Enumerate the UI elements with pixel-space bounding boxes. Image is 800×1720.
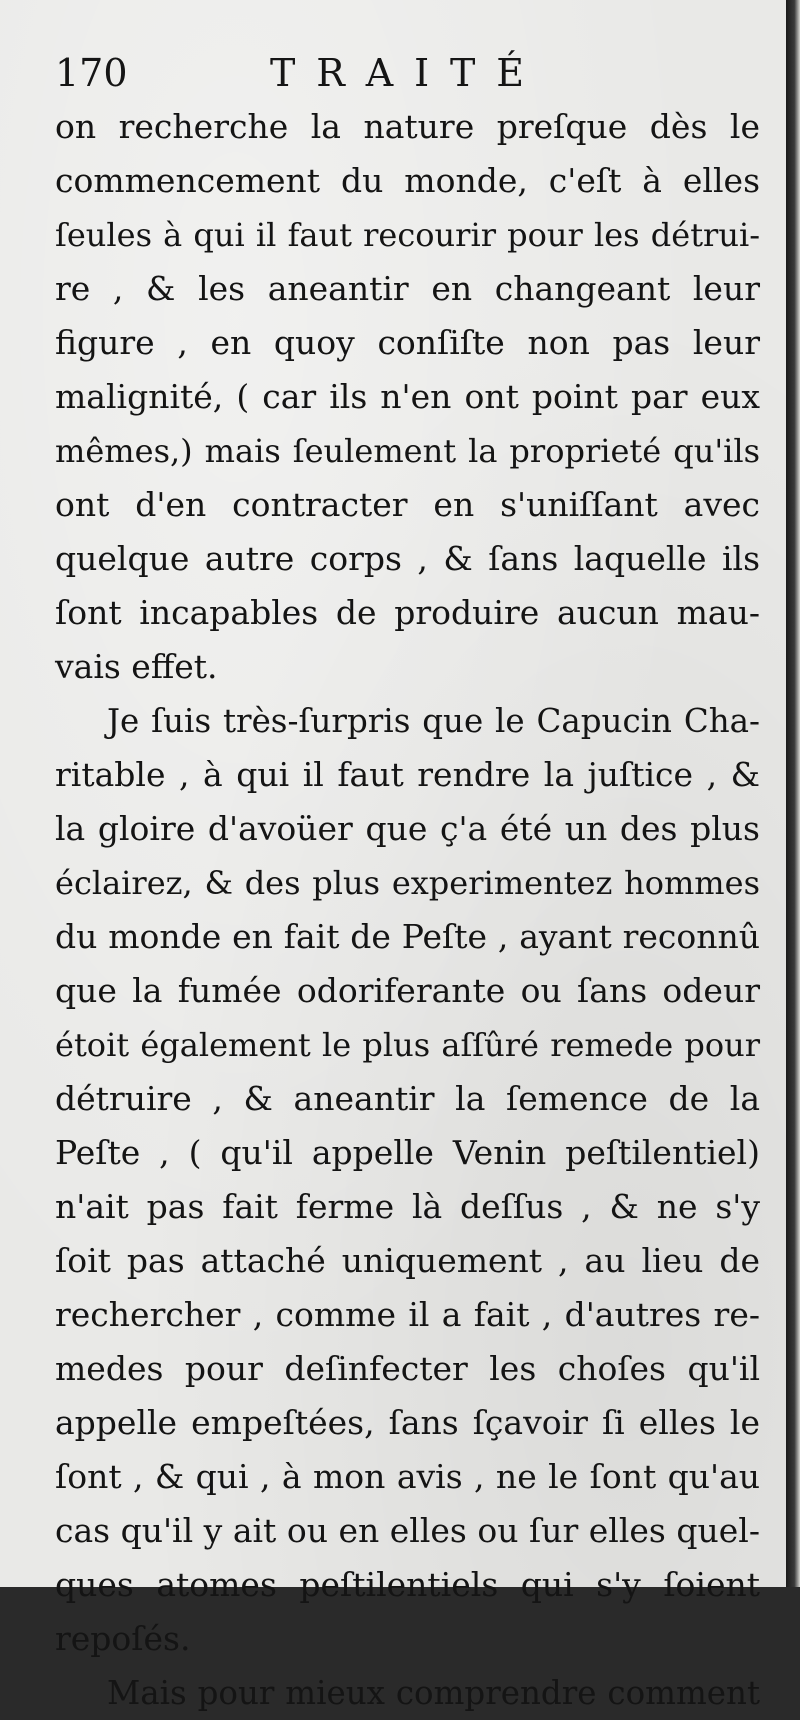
page-number: 170 xyxy=(55,51,128,95)
text-line: commencement du monde, c'eſt à elles xyxy=(55,161,760,200)
body-text xyxy=(55,100,760,1720)
text-line: n'ait pas fait ferme là deſſus , & ne s'y xyxy=(55,1187,760,1226)
paragraph-start-line: Mais pour mieux comprendre comment xyxy=(107,1674,760,1712)
text-line: on recherche la nature preſque dès le xyxy=(55,107,760,146)
text-line: figure , en quoy conſiſte non pas leur xyxy=(55,323,760,362)
text-line: détruire , & aneantir la ſemence de la xyxy=(55,1079,760,1118)
text-line: cas qu'il y ait ou en elles ou ſur elles quel- xyxy=(55,1511,760,1550)
text-line: ſont , & qui , à mon avis , ne le ſont qu'au xyxy=(55,1457,760,1496)
text-line: la gloire d'avoüer que ç'a été un des plus xyxy=(55,809,760,848)
text-line: éclairez, & des plus experimentez hommes xyxy=(55,864,760,902)
page-edge-shadow xyxy=(786,0,800,1587)
text-line: malignité, ( car ils n'en ont point par eux xyxy=(55,377,760,416)
text-line: ritable , à qui il faut rendre la juſtice , & xyxy=(55,755,760,794)
text-line: repoſés. xyxy=(55,1619,191,1658)
text-line: vais effet. xyxy=(55,647,218,686)
text-line: ont d'en contracter en s'uniſſant avec xyxy=(55,485,760,524)
text-line: Peſte , ( qu'il appelle Venin peſtilentiel) xyxy=(55,1133,760,1172)
page-header xyxy=(55,44,575,102)
text-line: quelque autre corps , & ſans laquelle ils xyxy=(55,539,760,578)
paragraph-start-line: Je ſuis très-ſurpris que le Capucin Cha- xyxy=(107,702,760,740)
text-line: ſont incapables de produire aucun mau- xyxy=(55,593,760,632)
text-line: mêmes,) mais ſeulement la proprieté qu'ils xyxy=(55,432,760,470)
text-line: du monde en fait de Peſte , ayant reconnû xyxy=(55,917,760,956)
text-line: ques atomes peſtilentiels qui s'y ſoient xyxy=(55,1565,760,1604)
text-line: medes pour deſinfecter les choſes qu'il xyxy=(55,1349,760,1388)
text-line: ſoit pas attaché uniquement , au lieu de xyxy=(55,1241,760,1280)
running-head: TRAITÉ xyxy=(270,51,545,95)
text-line: que la fumée odoriferante ou ſans odeur xyxy=(55,971,760,1010)
text-line: appelle empeſtées, ſans ſçavoir ſi elles le xyxy=(55,1403,760,1442)
text-line: ſeules à qui il faut recourir pour les détrui- xyxy=(55,216,760,254)
text-line: étoit également le plus aſſûré remede pour xyxy=(55,1026,760,1064)
text-line: re , & les aneantir en changeant leur xyxy=(55,269,760,308)
text-line: rechercher , comme il a fait , d'autres re- xyxy=(55,1295,760,1334)
